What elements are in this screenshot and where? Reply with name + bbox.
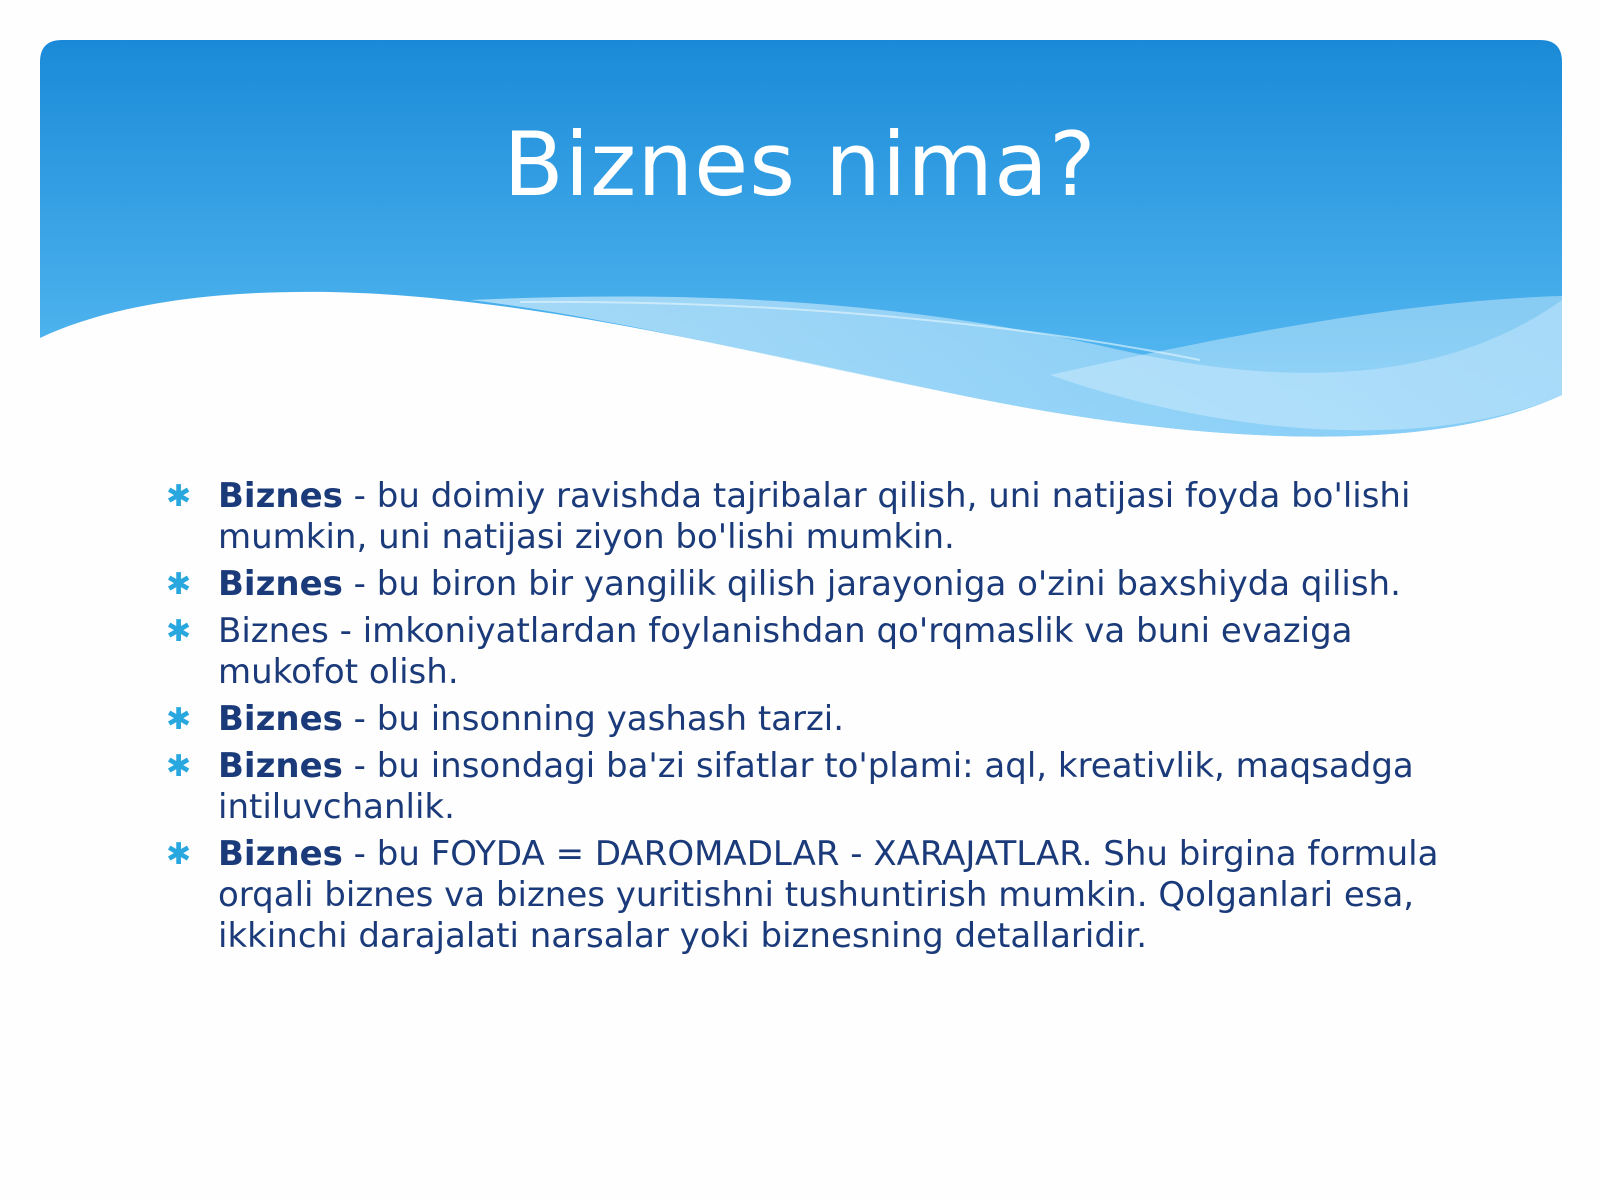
header-wave-background (0, 0, 1600, 460)
asterisk-icon: ✱ (166, 479, 192, 514)
bullet-text: - imkoniyatlardan foylanishdan qo'rqmaslik va buni evaziga mukofot olish. (218, 611, 1353, 692)
bullet-lead: Biznes (218, 746, 343, 786)
bullet-text: - bu FOYDA = DAROMADLAR - XARAJATLAR. Shu birgina formula orqali biznes va biznes yuritishni tushuntirish mumkin. Qolganlari esa, ikkinchi darajalati narsalar yoki biznesning detallaridir. (218, 834, 1439, 956)
bullet-item (166, 611, 1466, 693)
bullet-lead: Biznes (218, 476, 343, 516)
bullet-text: - bu insondagi ba'zi sifatlar to'plami: aql, kreativlik, maqsadga intiluvchanlik. (218, 746, 1414, 827)
bullet-lead: Biznes (218, 699, 343, 739)
bullet-item (166, 699, 1466, 740)
bullet-item (166, 746, 1466, 828)
asterisk-icon: ✱ (166, 567, 192, 602)
asterisk-icon: ✱ (166, 749, 192, 784)
bullet-lead: Biznes (218, 611, 329, 651)
asterisk-icon: ✱ (166, 702, 192, 737)
bullet-text: - bu insonning yashash tarzi. (342, 699, 845, 739)
slide-title: Biznes nima? (503, 113, 1097, 216)
bullet-item (166, 834, 1466, 957)
bullet-item (166, 476, 1466, 558)
asterisk-icon: ✱ (166, 837, 192, 872)
bullet-text: - bu doimiy ravishda tajribalar qilish, uni natijasi foyda bo'lishi mumkin, uni natijasi ziyon bo'lishi mumkin. (218, 476, 1411, 557)
bullet-item (166, 564, 1466, 605)
bullet-lead: Biznes (218, 564, 343, 604)
bullet-list (166, 476, 1466, 963)
asterisk-icon: ✱ (166, 614, 192, 649)
bullet-lead: Biznes (218, 834, 343, 874)
bullet-text: - bu biron bir yangilik qilish jarayoniga o'zini baxshiyda qilish. (342, 564, 1401, 604)
